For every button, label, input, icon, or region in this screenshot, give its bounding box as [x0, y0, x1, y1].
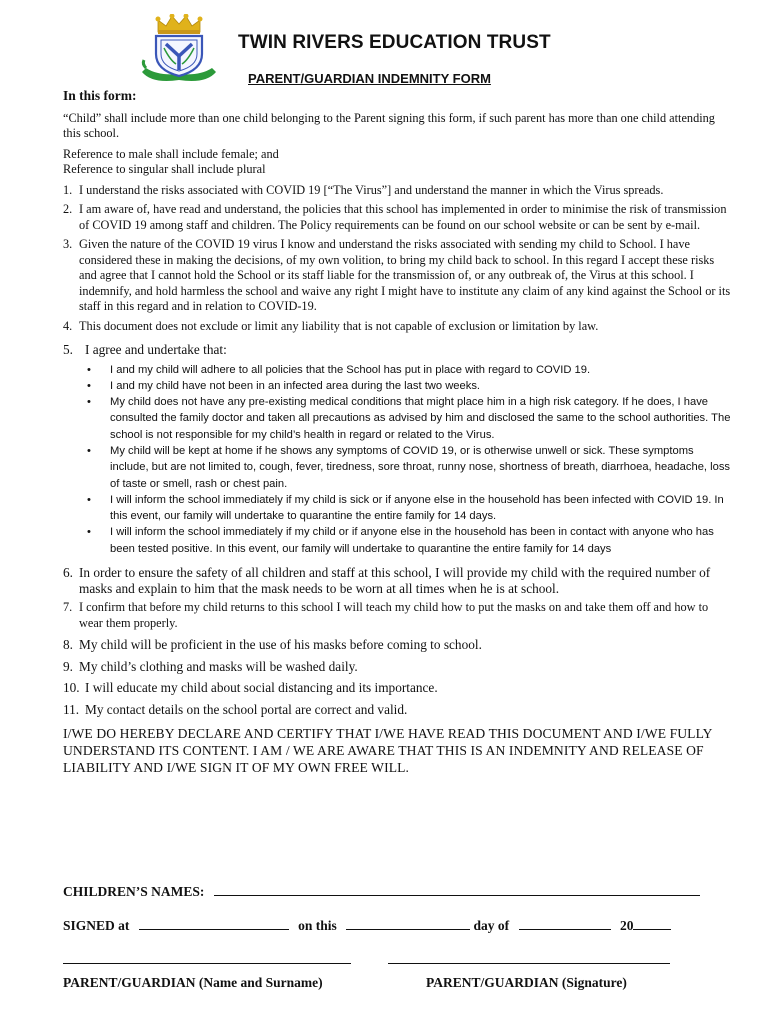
page-title: TWIN RIVERS EDUCATION TRUST [238, 32, 551, 53]
school-crest-logo [138, 14, 220, 86]
clause-item: 2. I am aware of, have read and understand, the policies that this school has implemented in order to minimise the risk of transmission of COVID 19 among staff and children. The Policy requirements can be found on our school website or can be sent by e-mail. [63, 202, 727, 232]
bullet-item: • My child does not have any pre-existing medical conditions that might place him in a high risk category. If he does, I have consulted the family doctor and taken all precautions as advised by him and disclosed the same to the school authorities. The school is not responsible for my child’s health in regard or related to the Virus. [63, 394, 733, 443]
clause-item: 8. My child will be proficient in the use of his masks before coming to school. [63, 637, 482, 653]
on-this-label: on this [298, 918, 337, 933]
clause-item: 11. My contact details on the school portal are correct and valid. [63, 701, 408, 717]
form-body [63, 88, 733, 776]
children-names-label: CHILDREN’S NAMES: [63, 884, 205, 899]
clause-item: 9. My child’s clothing and masks will be washed daily. [63, 658, 358, 674]
clauses-list-a [63, 183, 733, 358]
clause-item: 4. This document does not exclude or limit any liability that is not capable of exclusion or limitation by law. [63, 318, 599, 333]
day-field[interactable] [346, 928, 470, 930]
bullet-item: • I and my child will adhere to all policies that the School has put in place with regard to COVID 19. [63, 362, 733, 378]
bullet-item: • I will inform the school immediately if my child is sick or if anyone else in the household has been infected with COVID 19. In this event, our family will undertake to quarantine the entire family for 14 days. [63, 492, 733, 525]
signed-at-label: SIGNED at [63, 918, 130, 933]
year-field[interactable] [633, 928, 671, 930]
clause-item: 1. I understand the risks associated with COVID 19 [“The Virus”] and understand the manner in which the Virus spreads. [63, 182, 664, 197]
bullet-item: • I will inform the school immediately if my child or if anyone else in the household has been in contact with anyone who has been tested positive. In this event, our family will undertake to quarantine the entire family for 14 days [63, 524, 733, 557]
clause-item: 3. Given the nature of the COVID 19 virus I know and understand the risks associated with sending my child to School. I have considered these in making the decisions, of my own volition, to bring my child back to school. In this regard I accept these risks and agree that I cannot hold the School or its staff liable for the transmission of, or any outbreak of, the Virus at this school. I indemnify, and hold harmless the school and waive any right I might have to institute any claim of any kind against the School or its staff in this regard and in relation to COVID-19. [63, 237, 731, 313]
signature-label: PARENT/GUARDIAN (Signature) [426, 975, 627, 990]
signed-at-field[interactable] [139, 928, 289, 930]
declaration-text: I/WE DO HEREBY DECLARE AND CERTIFY THAT I/WE HAVE READ THIS DOCUMENT AND I/WE FULLY UNDERSTAND ITS CONTENT. I AM / WE ARE AWARE THAT THIS IS AN INDEMNITY AND RELEASE OF LIABILITY AND I/WE SIGN IT OF MY OWN FREE WILL. [63, 726, 713, 776]
signed-at-row [63, 918, 671, 934]
month-field[interactable] [519, 928, 611, 930]
clause-item: 7. I confirm that before my child returns to this school I will teach my child how to put the masks on and take them off and how to wear them properly. [63, 600, 709, 630]
clauses-list-b [63, 565, 733, 717]
clause-item: 6. In order to ensure the safety of all children and staff at this school, I will provide my child with the required number of masks and explain to him that the mask needs to be worn at all times when he is at school. [63, 565, 711, 596]
reference-male-text: Reference to male shall include female; and [63, 146, 279, 161]
signature-line[interactable] [388, 963, 670, 964]
name-signature-line[interactable] [63, 963, 351, 964]
bullet-item: • I and my child have not been in an infected area during the last two weeks. [63, 378, 733, 394]
reference-singular-text: Reference to singular shall include plural [63, 162, 266, 176]
definition-text: “Child” shall include more than one child belonging to the Parent signing this form, if such parent has more than one child attending this school. [63, 110, 715, 140]
bullet-item: • My child will be kept at home if he shows any symptoms of COVID 19, or is otherwise unwell or sick. These symptoms include, but are not limited to, cough, fever, tiredness, sore throat, runny nose, shortness of breath, diarrhoea, headache, loss of taste or smell, rash or chest pain. [63, 443, 733, 492]
name-surname-label: PARENT/GUARDIAN (Name and Surname) [63, 975, 323, 990]
intro-heading: In this form: [63, 88, 137, 103]
year-prefix: 20 [619, 918, 634, 933]
day-of-label: day of [473, 918, 510, 933]
children-names-row [63, 884, 700, 900]
clause-item-agree: 5. I agree and undertake that: [63, 342, 227, 357]
form-subtitle: PARENT/GUARDIAN INDEMNITY FORM [248, 71, 491, 86]
clause-item: 10. I will educate my child about social distancing and its importance. [63, 680, 438, 696]
undertaking-bullets [63, 362, 733, 558]
children-names-field[interactable] [214, 894, 700, 896]
